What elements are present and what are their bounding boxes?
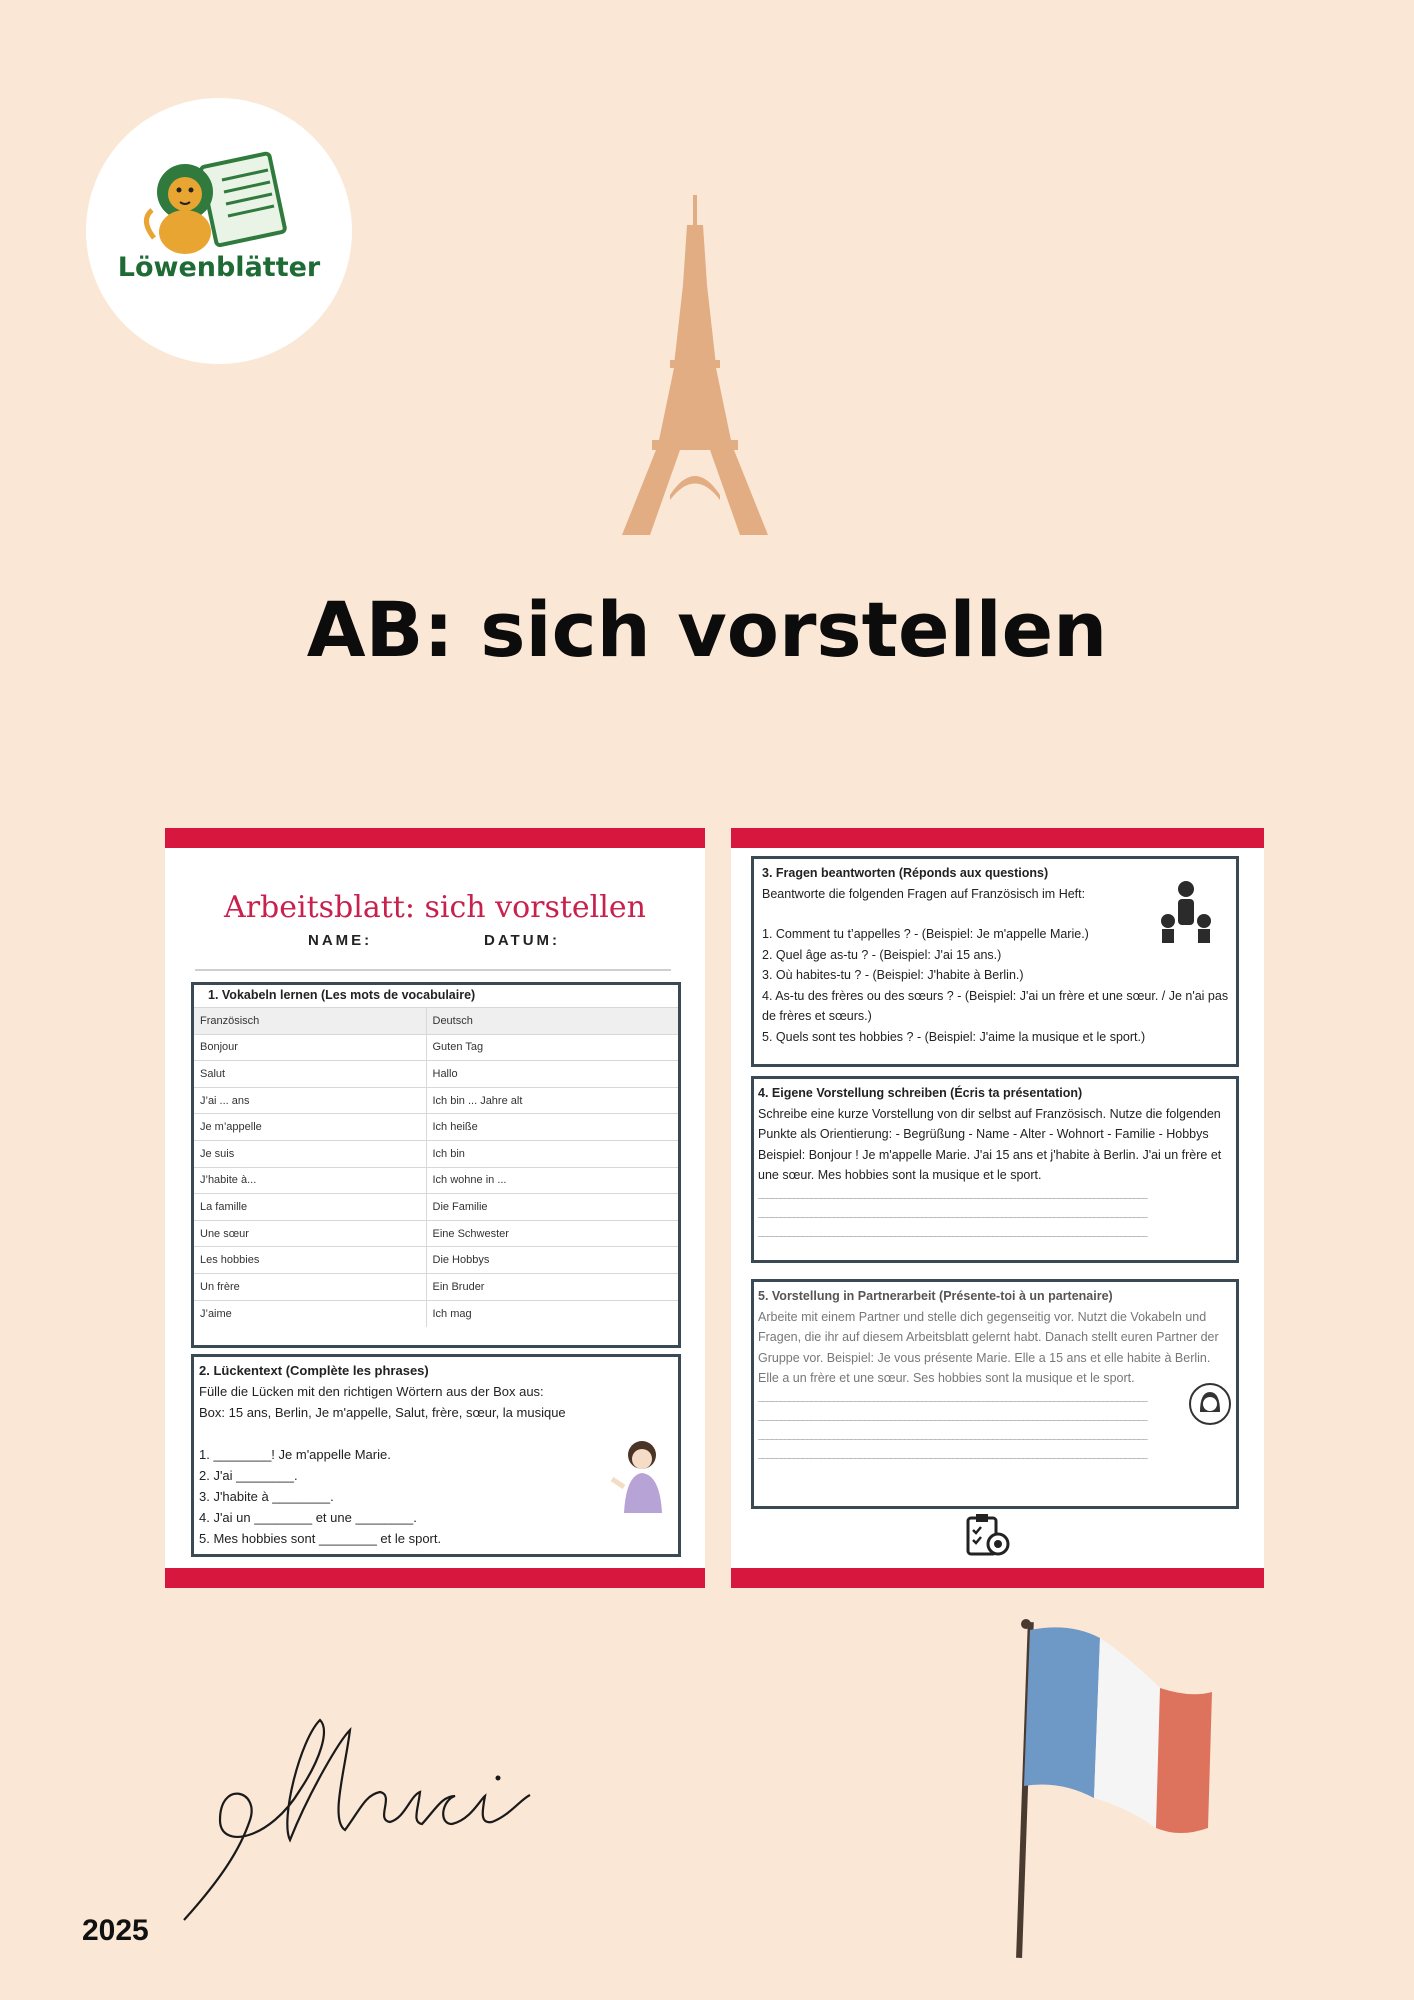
bottom-red-bar <box>731 1568 1264 1588</box>
writing-line: ________________________________________________________________________________________ <box>758 1411 1147 1422</box>
writing-line: ________________________________________________________________________________________ <box>758 1449 1147 1460</box>
table-row <box>194 1273 678 1300</box>
table-row <box>194 1034 678 1061</box>
logo-text: Löwenblätter <box>117 252 321 283</box>
writing-line: ________________________________________________________________________________________ <box>758 1392 1147 1403</box>
worksheet-title: Arbeitsblatt: sich vorstellen <box>224 890 646 925</box>
table-row <box>194 1247 678 1274</box>
cell-fr: J’aime <box>194 1300 426 1327</box>
cell-fr: Un frère <box>194 1273 426 1300</box>
worksheet-page-1 <box>165 828 705 1588</box>
table-row <box>194 1300 678 1327</box>
cell-fr: J’ai ... ans <box>194 1087 426 1114</box>
cell-de: Guten Tag <box>426 1034 678 1061</box>
year-label: 2025 <box>82 1914 149 1947</box>
cell-de: Ich bin ... Jahre alt <box>426 1087 678 1114</box>
gap-item: 4. J'ai un ________ et une ________. <box>199 1510 417 1525</box>
questions-heading: 3. Fragen beantworten (Réponds aux questions) <box>762 866 1049 880</box>
cell-de: Ein Bruder <box>426 1273 678 1300</box>
question-item: 4. As-tu des frères ou des sœurs ? - (Beispiel: J'ai un frère et une sœur. / Je n'ai pas de frères et sœurs.) <box>762 988 1229 1023</box>
name-label: NAME: <box>308 932 373 949</box>
cell-de: Die Familie <box>426 1194 678 1221</box>
cell-fr: Je suis <box>194 1140 426 1167</box>
cell-fr: Bonjour <box>194 1034 426 1061</box>
writing-line: ________________________________________________________________________________________ <box>758 1208 1147 1219</box>
table-row <box>194 1194 678 1221</box>
table-row <box>194 1087 678 1114</box>
merci-signature <box>180 1700 540 1930</box>
cell-fr: Salut <box>194 1061 426 1088</box>
questions-instruction: Beantworte die folgenden Fragen auf Französisch im Heft: <box>762 886 1086 901</box>
question-item: 5. Quels sont tes hobbies ? - (Beispiel: J'aime la musique et le sport.) <box>762 1029 1146 1044</box>
gap-instruction: Fülle die Lücken mit den richtigen Wörtern aus der Box aus: <box>199 1384 544 1399</box>
gap-item: 5. Mes hobbies sont ________ et le sport. <box>199 1531 442 1546</box>
vocab-heading: 1. Vokabeln lernen (Les mots de vocabulaire) <box>208 988 476 1002</box>
lion-logo-icon <box>140 150 300 260</box>
cell-fr: Les hobbies <box>194 1247 426 1274</box>
cell-de: Ich mag <box>426 1300 678 1327</box>
cell-de: Ich bin <box>426 1140 678 1167</box>
clipboard-target-icon <box>964 1512 1010 1558</box>
cell-fr: Une sœur <box>194 1220 426 1247</box>
table-row <box>194 1061 678 1088</box>
partner-work-heading: 5. Vorstellung in Partnerarbeit (Présente-toi à un partenaire) <box>758 1289 1113 1303</box>
cell-de: Hallo <box>426 1061 678 1088</box>
column-header: Französisch <box>194 1008 426 1035</box>
page-title: AB: sich vorstellen <box>306 585 1108 674</box>
french-flag-icon <box>1010 1618 1240 1958</box>
divider <box>195 969 671 971</box>
gap-item: 3. J'habite à ________. <box>199 1489 334 1504</box>
cell-fr: Je m’appelle <box>194 1114 426 1141</box>
cell-fr: La famille <box>194 1194 426 1221</box>
top-red-bar <box>731 828 1264 848</box>
vocab-section <box>191 982 681 1348</box>
gap-item: 2. J'ai ________. <box>199 1468 298 1483</box>
column-header: Deutsch <box>426 1008 678 1035</box>
cell-de: Die Hobbys <box>426 1247 678 1274</box>
date-label: DATUM: <box>484 932 561 949</box>
gap-heading: 2. Lückentext (Complète les phrases) <box>199 1363 429 1378</box>
partner-work-text: Arbeite mit einem Partner und stelle dich gegenseitig vor. Nutzt die Vokabeln und Fragen, die ihr auf diesem Arbeitsblatt gelernt habt. Danach stellt euren Partner der Gruppe vor. Beispiel: Je vous présente Marie. Elle a 15 ans et elle habite à Berlin. Elle a un frère et une sœur. Ses hobbies sont la musique et le sport. <box>758 1309 1219 1385</box>
gap-word-box: Box: 15 ans, Berlin, Je m'appelle, Salut, frère, sœur, la musique <box>199 1405 566 1420</box>
gap-item: 1. ________! Je m'appelle Marie. <box>199 1447 391 1462</box>
woman-avatar-icon <box>1188 1382 1232 1426</box>
own-presentation-text: Schreibe eine kurze Vorstellung von dir selbst auf Französisch. Nutze die folgenden Punkte als Orientierung: - Begrüßung - Name - Alter - Wohnort - Familie - Hobbys Beispiel: Bonjour ! Je m'appelle Marie. J'ai 15 ans et j'habite à Berlin. J'ai un frère et une sœur. Mes hobbies sont la musique et le sport. <box>758 1106 1222 1182</box>
table-row <box>194 1167 678 1194</box>
eiffel-tower-icon <box>620 195 770 535</box>
table-row <box>194 1140 678 1167</box>
writing-line: ________________________________________________________________________________________ <box>758 1189 1147 1200</box>
own-presentation-heading: 4. Eigene Vorstellung schreiben (Écris ta présentation) <box>758 1086 1083 1100</box>
gap-text-section <box>191 1354 681 1557</box>
top-red-bar <box>165 828 705 848</box>
cell-de: Eine Schwester <box>426 1220 678 1247</box>
question-item: 3. Où habites-tu ? - (Beispiel: J'habite à Berlin.) <box>762 968 1024 982</box>
worksheet-page-2 <box>731 828 1264 1588</box>
table-row <box>194 1220 678 1247</box>
people-group-icon <box>1158 879 1214 945</box>
cell-de: Ich wohne in ... <box>426 1167 678 1194</box>
cell-fr: J’habite à... <box>194 1167 426 1194</box>
table-row <box>194 1114 678 1141</box>
writing-line: ________________________________________________________________________________________ <box>758 1430 1147 1441</box>
bottom-red-bar <box>165 1568 705 1588</box>
question-item: 2. Quel âge as-tu ? - (Beispiel: J'ai 15 ans.) <box>762 947 1002 962</box>
writing-line: ________________________________________________________________________________________ <box>758 1227 1147 1238</box>
partner-work-section <box>751 1279 1239 1509</box>
merci-text: Merci <box>180 1700 183 1701</box>
cell-de: Ich heiße <box>426 1114 678 1141</box>
vocab-table <box>194 1007 678 1327</box>
girl-icon <box>610 1435 670 1515</box>
own-presentation-section <box>751 1076 1239 1263</box>
question-item: 1. Comment tu t’appelles ? - (Beispiel: Je m'appelle Marie.) <box>762 927 1089 941</box>
questions-section <box>751 856 1239 1067</box>
